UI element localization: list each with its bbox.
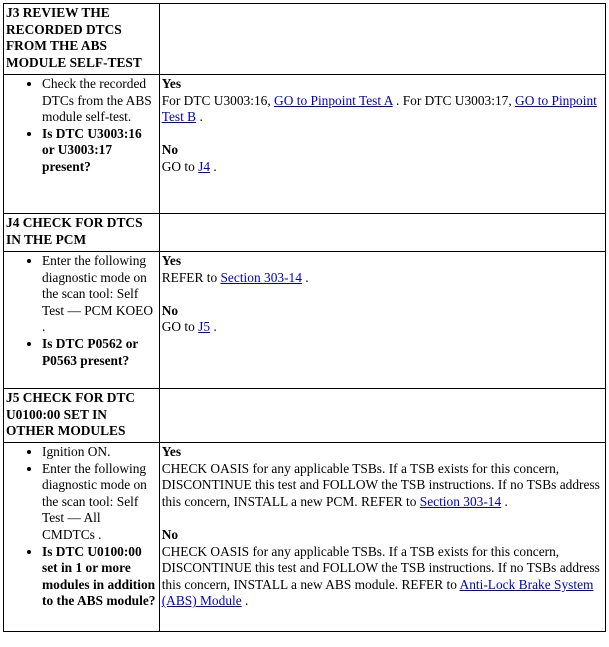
step-j5-results xyxy=(159,443,605,632)
step-j4-body-row xyxy=(4,252,606,389)
step-j5-yes-text: CHECK OASIS for any applicable TSBs. If a TSB exists for this concern, DISCONTINUE this test and FOLLOW the TSB instructions. If no TSBs address this concern, INSTALL a new PCM. REFER to Section 303-14 . xyxy=(161,460,600,509)
step-j4-no-text: GO to J5 . xyxy=(161,319,217,335)
step-j4-no-label: No xyxy=(161,302,179,318)
step-j3-question: Is DTC U3003:16 or U3003:17 present? xyxy=(42,125,142,174)
step-j5-title: J5 CHECK FOR DTC U0100:00 SET IN OTHER MODULES xyxy=(4,389,160,443)
step-j5-header-empty xyxy=(159,389,605,443)
step-j3-title: J3 REVIEW THE RECORDED DTCS FROM THE ABS MODULE SELF-TEST xyxy=(4,4,160,75)
step-j4-yes-text: REFER to Section 303-14 . xyxy=(161,269,309,285)
diagnostic-table xyxy=(3,3,606,632)
step-j3-actions xyxy=(4,75,160,214)
step-j3-header-row xyxy=(4,4,606,75)
step-j5-no-text: CHECK OASIS for any applicable TSBs. If a TSB exists for this concern, DISCONTINUE this test and FOLLOW the TSB instructions. If no TSBs address this concern, INSTALL a new ABS module. REFER to Anti-Lock Brake System (ABS) Module . xyxy=(161,543,600,609)
step-j4-yes-label: Yes xyxy=(161,253,182,268)
step-j5-no-label: No xyxy=(161,526,179,542)
step-j3-results xyxy=(159,75,605,214)
step-j4-title: J4 CHECK FOR DTCS IN THE PCM xyxy=(4,214,160,252)
section-303-14-link-2[interactable]: Section 303-14 xyxy=(419,493,502,509)
step-j3-yes-text: For DTC U3003:16, GO to Pinpoint Test A . For DTC U3003:17, GO to Pinpoint Test B . xyxy=(161,92,597,125)
step-j5-instruction-1: • Ignition ON. xyxy=(42,444,157,461)
step-j3-body-row xyxy=(4,75,606,214)
step-j5-question: Is DTC U0100:00 set in 1 or more modules in addition to the ABS module? xyxy=(42,543,156,609)
step-j5-body-row xyxy=(4,443,606,632)
step-j4-header-empty xyxy=(159,214,605,252)
go-to-pinpoint-test-a-link[interactable]: GO to Pinpoint Test A xyxy=(274,92,393,108)
step-j4-question: Is DTC P0562 or P0563 present? xyxy=(42,335,139,368)
step-j3-header-empty xyxy=(159,4,605,75)
step-j4-results xyxy=(159,252,605,389)
step-j5-header-row xyxy=(4,389,606,443)
step-j3-no-text: GO to J4 . xyxy=(161,158,217,174)
step-j5-instruction-2: • Enter the following diagnostic mode on the scan tool: Self Test — All CMDTCs . xyxy=(42,461,157,544)
go-to-j5-link[interactable]: J5 xyxy=(198,319,211,335)
go-to-j4-link[interactable]: J4 xyxy=(198,158,211,174)
go-to-pinpoint-test-b-link[interactable]: GO to Pinpoint Test B xyxy=(161,92,597,125)
step-j4-instruction: • Enter the following diagnostic mode on the scan tool: Self Test — PCM KOEO . xyxy=(42,253,157,336)
step-j3-yes-label: Yes xyxy=(161,76,182,91)
step-j5-actions xyxy=(4,443,160,632)
step-j5-yes-label: Yes xyxy=(161,444,182,459)
step-j4-actions xyxy=(4,252,160,389)
section-303-14-link[interactable]: Section 303-14 xyxy=(220,269,302,285)
step-j4-header-row xyxy=(4,214,606,252)
abs-module-link[interactable]: Anti-Lock Brake System (ABS) Module xyxy=(161,576,594,609)
step-j3-no-label: No xyxy=(161,142,179,158)
step-j3-instruction: • Check the recorded DTCs from the ABS module self-test. xyxy=(42,76,157,126)
